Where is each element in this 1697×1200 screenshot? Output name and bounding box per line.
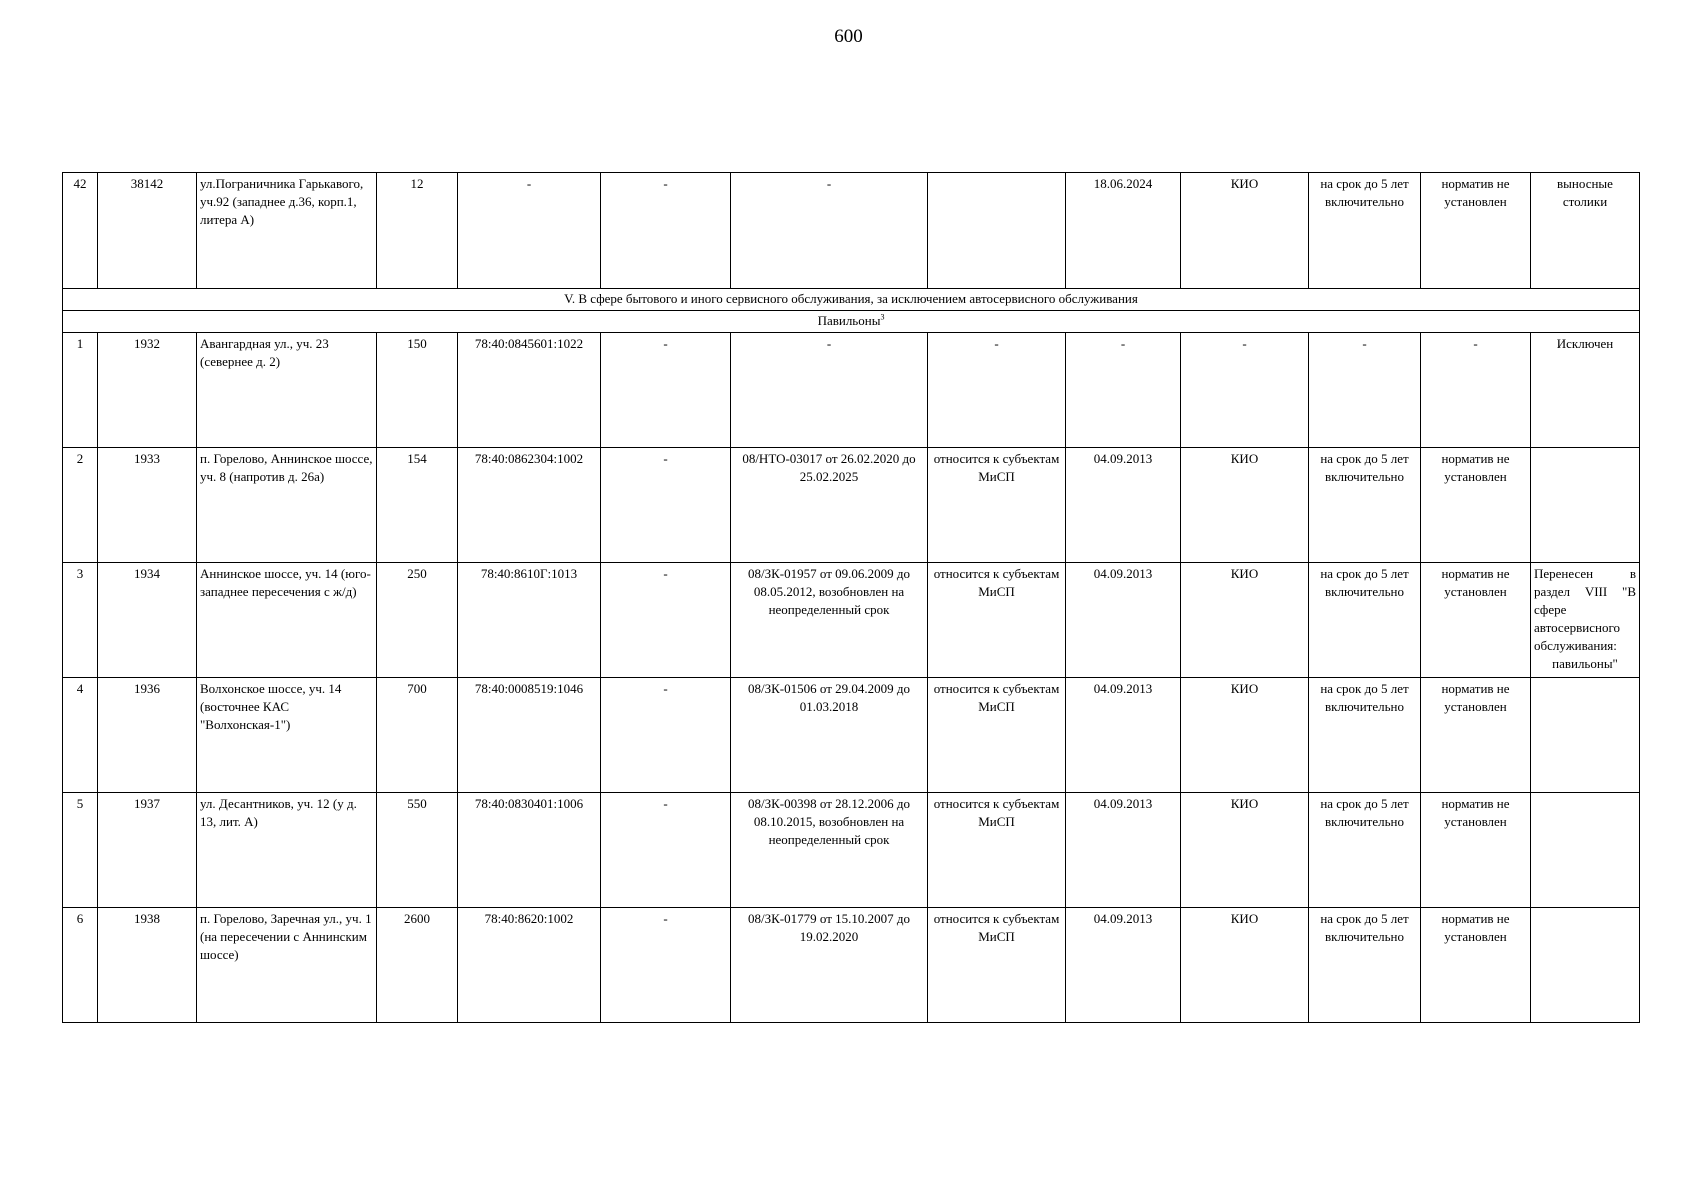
cell-contract: - bbox=[731, 333, 928, 448]
cell-date: 04.09.2013 bbox=[1066, 448, 1181, 563]
cell-cadastre: 78:40:0008519:1046 bbox=[458, 678, 601, 793]
cell-c6: - bbox=[601, 448, 731, 563]
cell-c6: - bbox=[601, 793, 731, 908]
cell-cadastre: 78:40:0862304:1002 bbox=[458, 448, 601, 563]
table-row bbox=[63, 678, 1640, 793]
cell-term: на срок до 5 лет включительно bbox=[1309, 563, 1421, 678]
cell-contract: 08/ЗК-00398 от 28.12.2006 до 08.10.2015, возобновлен на неопределенный срок bbox=[731, 793, 928, 908]
cell-address: ул.Пограничника Гарькавого, уч.92 (западнее д.36, корп.1, литера А) bbox=[197, 173, 377, 289]
page-number: 600 bbox=[834, 26, 863, 47]
cell-smb bbox=[928, 173, 1066, 289]
cell-org: КИО bbox=[1181, 678, 1309, 793]
cell-cadastre: 78:40:0845601:1022 bbox=[458, 333, 601, 448]
cell-c6: - bbox=[601, 173, 731, 289]
cell-id: 1933 bbox=[98, 448, 197, 563]
cell-term: - bbox=[1309, 333, 1421, 448]
table-row bbox=[63, 333, 1640, 448]
table-row bbox=[63, 908, 1640, 1023]
cell-area: 12 bbox=[377, 173, 458, 289]
cell-norm: норматив не установлен bbox=[1421, 793, 1531, 908]
cell-id: 1932 bbox=[98, 333, 197, 448]
register-table bbox=[62, 172, 1640, 1023]
cell-note: выносные столики bbox=[1531, 173, 1640, 289]
section-title: V. В сфере бытового и иного сервисного обслуживания, за исключением автосервисного обслуживания bbox=[63, 289, 1640, 311]
cell-area: 154 bbox=[377, 448, 458, 563]
cell-note: Исключен bbox=[1531, 333, 1640, 448]
cell-norm: норматив не установлен bbox=[1421, 173, 1531, 289]
table-row bbox=[63, 173, 1640, 289]
cell-date: 04.09.2013 bbox=[1066, 793, 1181, 908]
cell-date: 04.09.2013 bbox=[1066, 908, 1181, 1023]
cell-address: ул. Десантников, уч. 12 (у д. 13, лит. А) bbox=[197, 793, 377, 908]
cell-num: 42 bbox=[63, 173, 98, 289]
cell-id: 1936 bbox=[98, 678, 197, 793]
cell-num: 3 bbox=[63, 563, 98, 678]
cell-date: 04.09.2013 bbox=[1066, 563, 1181, 678]
cell-note bbox=[1531, 908, 1640, 1023]
cell-area: 250 bbox=[377, 563, 458, 678]
subsection-footnote: 3 bbox=[880, 312, 885, 322]
cell-contract: - bbox=[731, 173, 928, 289]
cell-date: 04.09.2013 bbox=[1066, 678, 1181, 793]
cell-address: Волхонское шоссе, уч. 14 (восточнее КАС "Волхонская-1") bbox=[197, 678, 377, 793]
cell-area: 2600 bbox=[377, 908, 458, 1023]
cell-area: 150 bbox=[377, 333, 458, 448]
cell-note bbox=[1531, 448, 1640, 563]
cell-c6: - bbox=[601, 333, 731, 448]
cell-contract: 08/ЗК-01506 от 29.04.2009 до 01.03.2018 bbox=[731, 678, 928, 793]
cell-num: 6 bbox=[63, 908, 98, 1023]
cell-c6: - bbox=[601, 908, 731, 1023]
cell-area: 550 bbox=[377, 793, 458, 908]
cell-c6: - bbox=[601, 678, 731, 793]
cell-num: 5 bbox=[63, 793, 98, 908]
cell-num: 1 bbox=[63, 333, 98, 448]
cell-address: Аннинское шоссе, уч. 14 (юго-западнее пересечения с ж/д) bbox=[197, 563, 377, 678]
table-row bbox=[63, 563, 1640, 678]
cell-address: п. Горелово, Аннинское шоссе, уч. 8 (напротив д. 26а) bbox=[197, 448, 377, 563]
section-row bbox=[63, 289, 1640, 311]
cell-cadastre: 78:40:8620:1002 bbox=[458, 908, 601, 1023]
cell-term: на срок до 5 лет включительно bbox=[1309, 908, 1421, 1023]
cell-cadastre: - bbox=[458, 173, 601, 289]
cell-norm: норматив не установлен bbox=[1421, 563, 1531, 678]
cell-date: - bbox=[1066, 333, 1181, 448]
cell-org: КИО bbox=[1181, 448, 1309, 563]
cell-id: 1937 bbox=[98, 793, 197, 908]
cell-smb: - bbox=[928, 333, 1066, 448]
cell-num: 2 bbox=[63, 448, 98, 563]
cell-term: на срок до 5 лет включительно bbox=[1309, 678, 1421, 793]
cell-c6: - bbox=[601, 563, 731, 678]
cell-smb: относится к субъектам МиСП bbox=[928, 678, 1066, 793]
cell-note bbox=[1531, 678, 1640, 793]
cell-area: 700 bbox=[377, 678, 458, 793]
cell-cadastre: 78:40:8610Г:1013 bbox=[458, 563, 601, 678]
cell-org: КИО bbox=[1181, 563, 1309, 678]
cell-smb: относится к субъектам МиСП bbox=[928, 448, 1066, 563]
subsection-title: Павильоны bbox=[817, 313, 881, 328]
cell-id: 1934 bbox=[98, 563, 197, 678]
cell-note: Перенесен в раздел VIII "В сфере автосервисного обслуживания: павильоны" bbox=[1531, 563, 1640, 678]
cell-id: 1938 bbox=[98, 908, 197, 1023]
cell-norm: норматив не установлен bbox=[1421, 908, 1531, 1023]
subsection-row bbox=[63, 311, 1640, 333]
cell-org: КИО bbox=[1181, 173, 1309, 289]
cell-term: на срок до 5 лет включительно bbox=[1309, 448, 1421, 563]
cell-smb: относится к субъектам МиСП bbox=[928, 563, 1066, 678]
cell-contract: 08/НТО-03017 от 26.02.2020 до 25.02.2025 bbox=[731, 448, 928, 563]
cell-address: Авангардная ул., уч. 23 (севернее д. 2) bbox=[197, 333, 377, 448]
table-row bbox=[63, 793, 1640, 908]
cell-date: 18.06.2024 bbox=[1066, 173, 1181, 289]
cell-org: КИО bbox=[1181, 908, 1309, 1023]
cell-term: на срок до 5 лет включительно bbox=[1309, 173, 1421, 289]
cell-norm: норматив не установлен bbox=[1421, 448, 1531, 563]
cell-term: на срок до 5 лет включительно bbox=[1309, 793, 1421, 908]
cell-smb: относится к субъектам МиСП bbox=[928, 908, 1066, 1023]
cell-cadastre: 78:40:0830401:1006 bbox=[458, 793, 601, 908]
cell-contract: 08/ЗК-01779 от 15.10.2007 до 19.02.2020 bbox=[731, 908, 928, 1023]
table-row bbox=[63, 448, 1640, 563]
cell-norm: - bbox=[1421, 333, 1531, 448]
cell-id: 38142 bbox=[98, 173, 197, 289]
cell-note bbox=[1531, 793, 1640, 908]
cell-address: п. Горелово, Заречная ул., уч. 1 (на пересечении с Аннинским шоссе) bbox=[197, 908, 377, 1023]
cell-norm: норматив не установлен bbox=[1421, 678, 1531, 793]
cell-smb: относится к субъектам МиСП bbox=[928, 793, 1066, 908]
cell-org: - bbox=[1181, 333, 1309, 448]
cell-contract: 08/ЗК-01957 от 09.06.2009 до 08.05.2012, возобновлен на неопределенный срок bbox=[731, 563, 928, 678]
subsection-cell bbox=[63, 311, 1640, 333]
cell-org: КИО bbox=[1181, 793, 1309, 908]
cell-num: 4 bbox=[63, 678, 98, 793]
